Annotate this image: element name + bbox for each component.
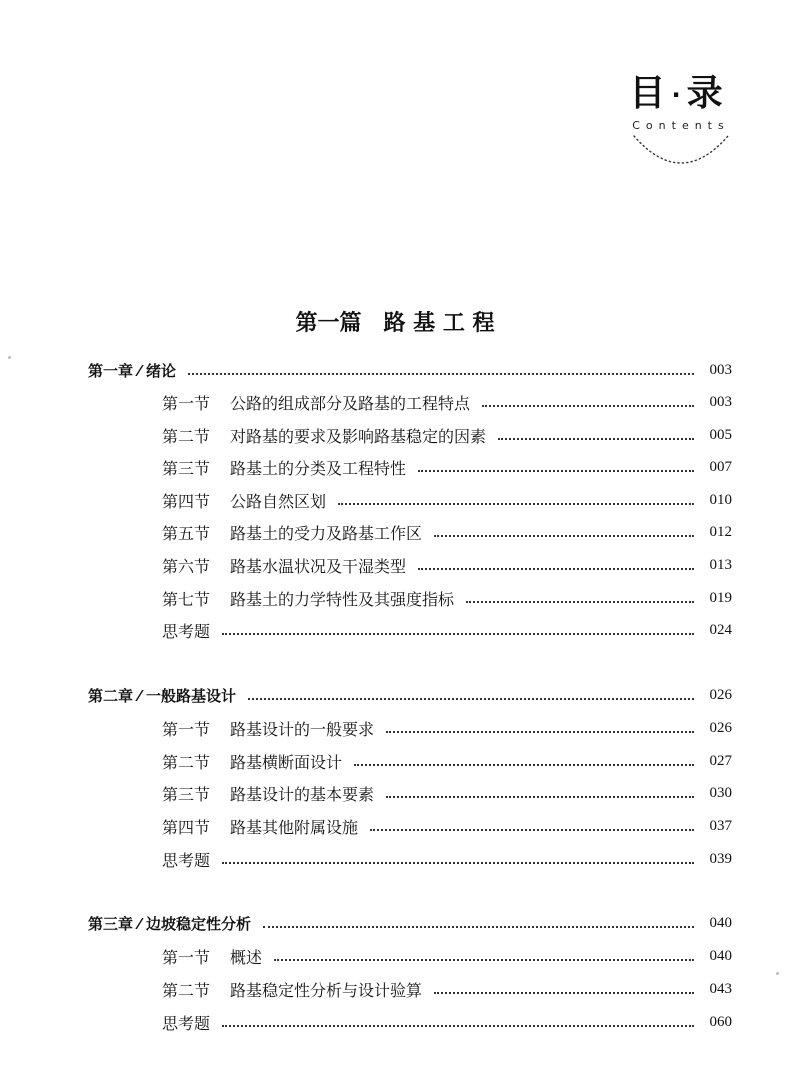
toc-section-label	[162, 782, 374, 805]
toc-section-title: 路基稳定性分析与设计验算	[230, 980, 423, 1000]
toc-page-number: 007	[709, 458, 732, 475]
toc-section-row[interactable]	[0, 455, 790, 479]
toc-chapter-label: 第二章 ⁄ 一般路基设计	[88, 686, 236, 705]
toc-dot-leader	[418, 566, 694, 570]
toc-section-row[interactable]	[0, 390, 790, 414]
toc-dot-leader	[222, 631, 694, 635]
toc-section-title: 概述	[230, 947, 263, 967]
toc-chapter-label: 第三章 ⁄ 边坡稳定性分析	[88, 914, 251, 933]
toc-section-title: 路基土的受力及路基工作区	[230, 523, 423, 543]
toc-section-title: 路基土的分类及工程特性	[230, 458, 407, 478]
toc-page-number: 024	[709, 621, 732, 638]
toc-section-row[interactable]	[0, 520, 790, 544]
toc-dot-leader	[222, 1023, 694, 1027]
toc-section-number: 第二节	[162, 752, 211, 772]
toc-section-label	[162, 424, 486, 447]
dotted-arc-decoration	[632, 134, 730, 168]
toc-section-row[interactable]	[0, 488, 790, 512]
toc-page-number: 026	[709, 719, 732, 736]
toc-section-row[interactable]	[0, 553, 790, 577]
toc-chapter-row[interactable]	[0, 683, 790, 707]
toc-page-number: 013	[709, 556, 732, 573]
toc-section-title: 思考题	[162, 1013, 211, 1033]
toc-dot-leader	[418, 468, 694, 472]
toc-page-number: 030	[709, 784, 732, 801]
toc-section-row[interactable]	[0, 814, 790, 838]
toc-dot-leader	[338, 501, 694, 505]
toc-dot-leader	[354, 762, 694, 766]
toc-section-number: 第四节	[162, 817, 211, 837]
contents-header	[612, 72, 742, 132]
toc-section-row[interactable]	[0, 586, 790, 610]
toc-dot-leader	[188, 371, 694, 375]
toc-section-number: 第二节	[162, 426, 211, 446]
toc-section-title: 思考题	[162, 621, 211, 641]
toc-section-title: 路基设计的基本要素	[230, 784, 375, 804]
toc-dot-leader	[386, 729, 694, 733]
toc-section-label	[162, 1011, 210, 1034]
toc-section-label	[162, 619, 210, 642]
toc-section-number: 第一节	[162, 719, 211, 739]
toc-dot-leader	[248, 696, 694, 700]
toc-section-row[interactable]	[0, 618, 790, 642]
toc-page-number: 027	[709, 752, 732, 769]
toc-section-row[interactable]	[0, 1010, 790, 1034]
contents-title-char-1: 目	[629, 73, 668, 114]
toc-dot-leader	[434, 990, 694, 994]
toc-section-label	[162, 945, 262, 968]
toc-section-row[interactable]	[0, 423, 790, 447]
toc-page-number: 037	[709, 817, 732, 834]
toc-dot-leader	[386, 794, 694, 798]
toc-section-label	[162, 489, 326, 512]
toc-page-number: 010	[709, 491, 732, 508]
toc-section-row[interactable]	[0, 977, 790, 1001]
toc-dot-leader	[263, 924, 694, 928]
contents-title-dot: ·	[671, 81, 683, 109]
toc-section-number: 第五节	[162, 523, 211, 543]
toc-section-title: 路基水温状况及干湿类型	[230, 556, 407, 576]
toc-section-row[interactable]	[0, 944, 790, 968]
toc-section-label	[162, 554, 406, 577]
toc-dot-leader	[482, 403, 694, 407]
toc-dot-leader	[466, 599, 694, 603]
toc-section-title: 对路基的要求及影响路基稳定的因素	[230, 426, 487, 446]
page-edge-mark	[776, 972, 779, 975]
toc-section-label	[162, 587, 454, 610]
toc-section-number: 第三节	[162, 458, 211, 478]
toc-page-number: 040	[709, 947, 732, 964]
toc-section-label	[162, 978, 422, 1001]
toc-section-title: 思考题	[162, 850, 211, 870]
toc-page-number: 019	[709, 589, 732, 606]
page-edge-mark	[8, 356, 11, 359]
toc-page-number: 060	[709, 1013, 732, 1030]
toc-page-number: 039	[709, 850, 732, 867]
toc-section-row[interactable]	[0, 781, 790, 805]
toc-page-number: 026	[709, 686, 732, 703]
toc-section-number: 第二节	[162, 980, 211, 1000]
toc-section-row[interactable]	[0, 847, 790, 871]
toc-chapter-row[interactable]	[0, 911, 790, 935]
part-title: 第一篇 路 基 工 程	[295, 310, 495, 336]
toc-section-label	[162, 815, 358, 838]
toc-section-label	[162, 521, 422, 544]
toc-page-number: 003	[709, 361, 732, 378]
toc-section-row[interactable]	[0, 716, 790, 740]
toc-section-title: 公路自然区划	[230, 491, 327, 511]
toc-section-number: 第四节	[162, 491, 211, 511]
toc-section-number: 第三节	[162, 784, 211, 804]
toc-section-number: 第六节	[162, 556, 211, 576]
toc-dot-leader	[222, 860, 694, 864]
toc-section-label	[162, 848, 210, 871]
toc-chapter-row[interactable]	[0, 358, 790, 382]
toc-section-number: 第一节	[162, 947, 211, 967]
toc-section-label	[162, 391, 470, 414]
toc-section-title: 路基其他附属设施	[230, 817, 359, 837]
contents-subtitle: Contents	[632, 119, 730, 132]
toc-page-number: 012	[709, 523, 732, 540]
toc-page-number: 005	[709, 426, 732, 443]
toc-section-label	[162, 717, 374, 740]
toc-chapter-label: 第一章 ⁄ 绪论	[88, 361, 176, 380]
toc-dot-leader	[434, 533, 694, 537]
toc-section-title: 路基土的力学特性及其强度指标	[230, 589, 455, 609]
toc-section-number: 第七节	[162, 589, 211, 609]
contents-title	[612, 72, 742, 117]
toc-page-number: 003	[709, 393, 732, 410]
toc-page-number: 043	[709, 980, 732, 997]
toc-section-label	[162, 456, 406, 479]
toc-dot-leader	[498, 436, 694, 440]
toc-dot-leader	[370, 827, 694, 831]
contents-title-char-2: 录	[686, 73, 725, 114]
toc-page-number: 040	[709, 914, 732, 931]
toc-section-row[interactable]	[0, 749, 790, 773]
toc-section-title: 路基横断面设计	[230, 752, 343, 772]
toc-section-title: 路基设计的一般要求	[230, 719, 375, 739]
toc-section-title: 公路的组成部分及路基的工程特点	[230, 393, 471, 413]
toc-section-number: 第一节	[162, 393, 211, 413]
toc-section-label	[162, 750, 342, 773]
toc-dot-leader	[274, 957, 694, 961]
